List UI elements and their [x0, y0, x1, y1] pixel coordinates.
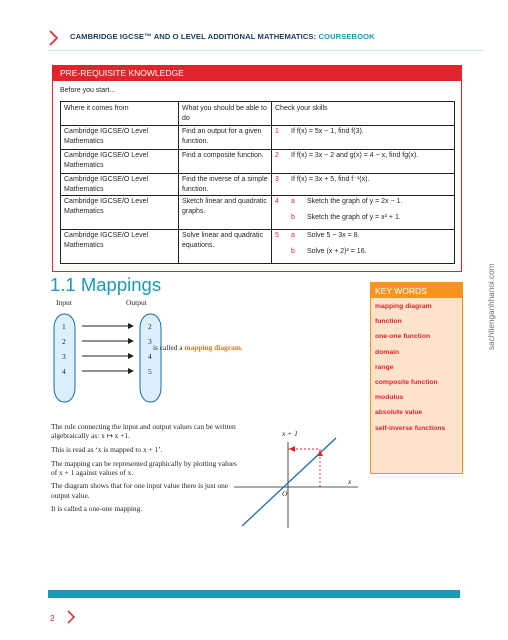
question-text: If f(x) = 3x + 5, find f⁻¹(x). — [291, 176, 370, 183]
question-text: Solve 5 − 3x = 8. — [307, 232, 360, 239]
key-words-heading: KEY WORDS — [371, 283, 462, 298]
prerequisite-heading: PRE-REQUISITE KNOWLEDGE — [53, 66, 461, 81]
section-title: 1.1 Mappings — [50, 274, 162, 295]
prerequisite-intro: Before you start... — [60, 87, 116, 94]
check-question — [275, 127, 451, 137]
paragraph: The rule connecting the input and output values can be written algebraically as: x ↦ x +1. — [51, 422, 236, 441]
check-question — [275, 151, 451, 161]
question-part: b — [291, 247, 295, 255]
ability-cell: Find a composite function. — [179, 150, 272, 174]
table-row — [61, 126, 455, 150]
question-part: a — [291, 198, 295, 205]
key-word: self-inverse functions — [375, 424, 446, 432]
key-word: function — [375, 318, 402, 326]
source-cell: Cambridge IGCSE/O Level Mathematics — [61, 150, 179, 174]
input-label: Input — [56, 298, 72, 307]
paragraph: It is called a one-one mapping. — [51, 504, 143, 514]
output-value: 2 — [148, 322, 152, 331]
question-number: 1 — [275, 128, 279, 135]
question-text: If f(x) = 3x − 2 and g(x) = 4 − x, find fg(x). — [291, 152, 419, 159]
check-question — [275, 197, 451, 207]
arrow-head — [128, 353, 134, 359]
source-cell: Cambridge IGCSE/O Level Mathematics — [61, 196, 179, 230]
question-number: 4 — [275, 198, 279, 205]
key-word: one-one function — [375, 333, 431, 341]
skills-table — [60, 101, 455, 264]
arrow-head — [128, 368, 134, 374]
source-cell: Cambridge IGCSE/O Level Mathematics — [61, 174, 179, 196]
column-header: Check your skills — [272, 102, 455, 126]
input-value: 3 — [62, 352, 66, 361]
key-word: mapping diagram — [375, 303, 432, 310]
source-cell: Cambridge IGCSE/O Level Mathematics — [61, 126, 179, 150]
check-cell — [272, 174, 455, 196]
output-value: 4 — [148, 352, 152, 361]
book-title: CAMBRIDGE IGCSE™ AND O LEVEL ADDITIONAL MATHEMATICS: COURSEBOOK — [70, 32, 375, 41]
question-number: 3 — [275, 176, 279, 183]
check-question — [275, 247, 451, 257]
question-part: b — [291, 213, 295, 221]
key-word: range — [375, 363, 394, 371]
check-cell — [272, 150, 455, 174]
input-value: 1 — [62, 322, 66, 331]
question-text: Solve (x + 2)² = 16. — [307, 247, 367, 255]
input-value: 2 — [62, 337, 66, 346]
output-value: 5 — [148, 367, 152, 376]
chevron-right-icon — [66, 610, 76, 624]
question-number: 5 — [275, 232, 279, 239]
paragraph: The mapping can be represented graphically by plotting values of x + 1 against values of x. — [51, 458, 237, 477]
question-text: Sketch the graph of y = x² + 1. — [307, 213, 401, 221]
input-value: 4 — [62, 367, 66, 376]
paragraph: This is read as ‘x is mapped to x + 1’. — [51, 445, 163, 454]
origin-label: O — [282, 489, 288, 498]
key-word: modulus — [375, 394, 404, 402]
column-header: Where it comes from — [61, 102, 179, 126]
output-value: 3 — [148, 337, 152, 346]
graph-line — [242, 438, 336, 526]
ability-cell: Sketch linear and quadratic graphs. — [179, 196, 272, 230]
ability-cell: Solve linear and quadratic equations. — [179, 230, 272, 264]
mapping-diagram — [50, 296, 310, 406]
check-cell — [272, 196, 455, 230]
check-cell — [272, 230, 455, 264]
chevron-right-icon — [48, 30, 60, 46]
check-question — [275, 231, 451, 241]
column-header: What you should be able to do — [179, 102, 272, 126]
body-text — [51, 422, 241, 518]
y-axis-label: x + 1 — [282, 429, 298, 438]
mapping-caption: is called a mapping diagram. — [153, 343, 243, 352]
x-axis-label: x — [348, 477, 352, 486]
mapping-graph — [232, 424, 362, 532]
table-header-row — [61, 102, 455, 126]
arrow-head-left — [289, 446, 295, 452]
question-text: Sketch the graph of y = 2x − 1. — [307, 198, 403, 205]
header-rule — [48, 50, 484, 51]
question-text: If f(x) = 5x − 1, find f(3). — [291, 128, 364, 135]
table-row — [61, 150, 455, 174]
footer-bar — [48, 590, 460, 598]
page-number: 2 — [50, 613, 55, 623]
table-row — [61, 230, 455, 264]
ability-cell: Find the inverse of a simple function. — [179, 174, 272, 196]
key-word: domain — [375, 348, 400, 356]
side-watermark — [484, 256, 498, 352]
check-cell — [272, 126, 455, 150]
paragraph: The diagram shows that for one input value there is just one output value. — [51, 481, 229, 500]
running-header — [48, 30, 488, 46]
arrow-head — [128, 323, 134, 329]
output-label: Output — [126, 298, 147, 307]
question-number — [275, 213, 285, 223]
prerequisite-box — [52, 65, 462, 272]
key-word: composite function — [375, 379, 438, 387]
svg-text:sachtienganhhanoi.com: sachtienganhhanoi.com — [487, 263, 496, 350]
check-question — [275, 213, 451, 223]
source-cell: Cambridge IGCSE/O Level Mathematics — [61, 230, 179, 264]
table-row — [61, 196, 455, 230]
check-question — [275, 175, 451, 185]
question-number: 2 — [275, 152, 279, 159]
arrow-head — [128, 338, 134, 344]
key-words-box — [370, 282, 463, 474]
ability-cell: Find an output for a given function. — [179, 126, 272, 150]
table-row — [61, 174, 455, 196]
key-word: absolute value — [375, 409, 423, 417]
question-part: a — [291, 232, 295, 239]
question-number — [275, 247, 285, 257]
